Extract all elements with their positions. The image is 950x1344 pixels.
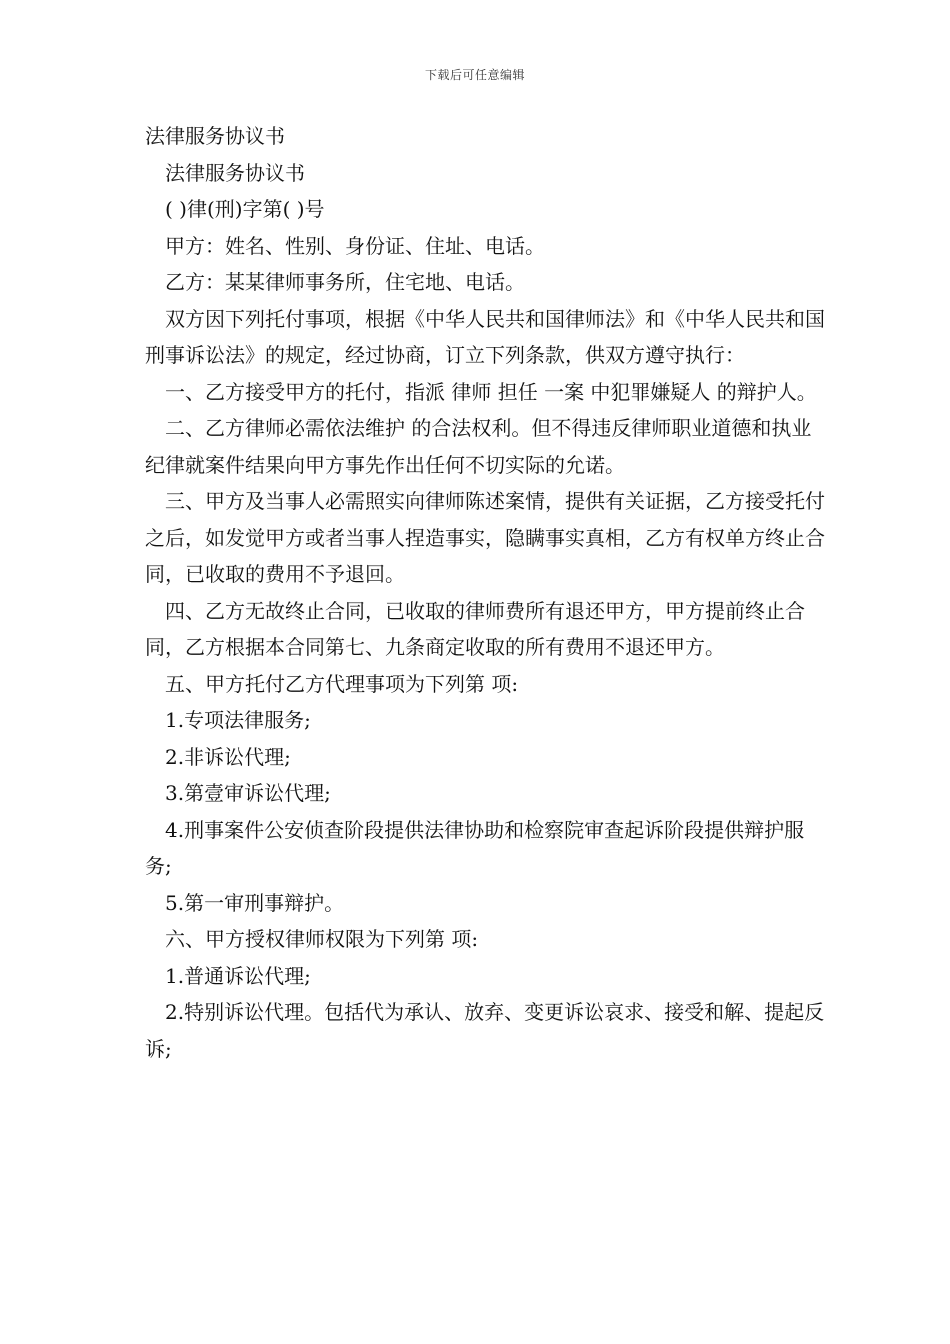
header-note: 下载后可任意编辑 bbox=[424, 68, 525, 82]
paragraph: 三、甲方及当事人必需照实向律师陈述案情，提供有关证据，乙方接受托付之后，如发觉甲方或者当事人捏造事实，隐瞒事实真相，乙方有权单方终止合同，已收取的费用不予退回。 bbox=[145, 489, 825, 586]
paragraph: 法律服务协议书 bbox=[165, 160, 305, 185]
paragraph: 二、乙方律师必需依法维护 的合法权利。但不得违反律师职业道德和执业纪律就案件结果向甲方事先作出任何不切实际的允诺。 bbox=[145, 416, 812, 477]
paragraph: 甲方：姓名、性别、身份证、住址、电话。 bbox=[165, 233, 545, 258]
list-item: 1.普通诉讼代理; bbox=[165, 963, 311, 988]
paragraph: 六、甲方授权律师权限为下列第 项: bbox=[165, 927, 479, 951]
list-item: 1.专项法律服务; bbox=[165, 708, 311, 732]
list-item: 2.特别诉讼代理。包括代为承认、放弃、变更诉讼哀求、接受和解、提起反诉; bbox=[145, 1000, 825, 1061]
paragraph: 四、乙方无故终止合同，已收取的律师费所有退还甲方，甲方提前终止合同，乙方根据本合同第七、九条商定收取的所有费用不退还甲方。 bbox=[145, 598, 805, 659]
paragraph: 一、乙方接受甲方的托付，指派 律师 担任 一案 中犯罪嫌疑人 的辩护人。 bbox=[165, 379, 817, 404]
paragraph: 乙方：某某律师事务所，住宅地、电话。 bbox=[165, 270, 525, 294]
paragraph: 双方因下列托付事项，根据《中华人民共和国律师法》和《中华人民共和国刑事诉讼法》的规定，经过协商，订立下列条款，供双方遵守执行： bbox=[145, 306, 825, 367]
paragraph: ( )律(刑)字第( )号 bbox=[165, 197, 325, 221]
list-item: 5.第一审刑事辩护。 bbox=[165, 890, 345, 915]
list-item: 4.刑事案件公安侦查阶段提供法律协助和检察院审查起诉阶段提供辩护服务; bbox=[145, 817, 805, 878]
paragraph: 五、甲方托付乙方代理事项为下列第 项: bbox=[165, 671, 519, 696]
document-title: 法律服务协议书 bbox=[145, 124, 285, 148]
list-item: 3.第壹审诉讼代理; bbox=[165, 781, 331, 805]
document-body bbox=[145, 118, 825, 1067]
list-item: 2.非诉讼代理; bbox=[165, 744, 291, 769]
